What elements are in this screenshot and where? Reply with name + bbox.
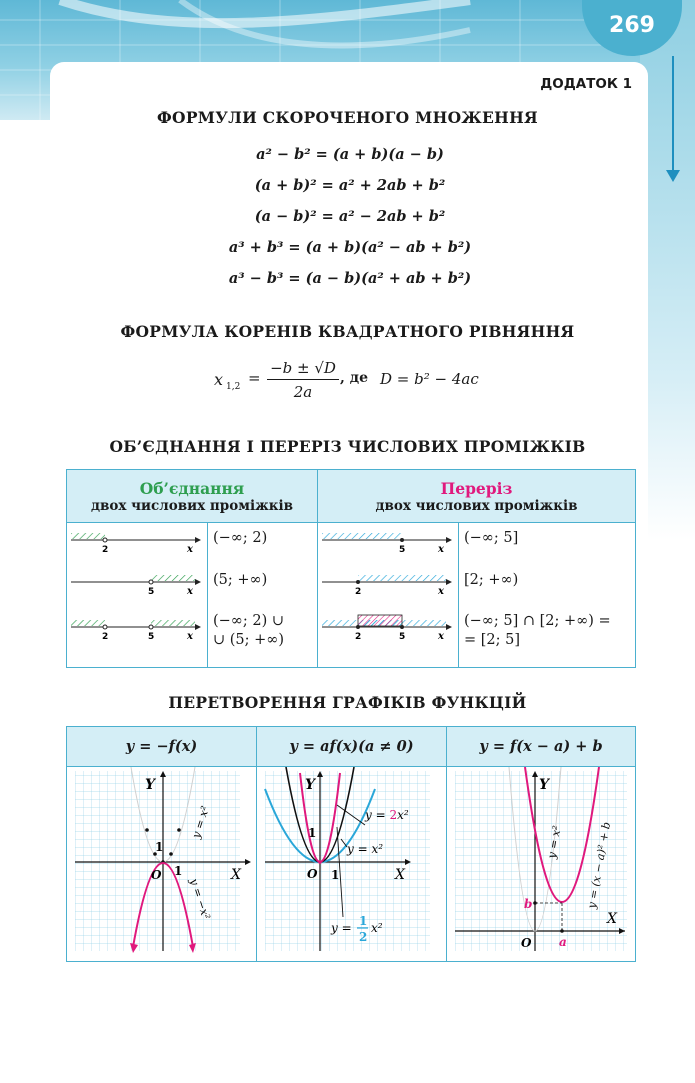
graphs-table [66, 726, 636, 962]
union-results [208, 523, 318, 668]
quadratic-formula [210, 357, 510, 405]
curve-label-half-x2: y = [331, 921, 352, 935]
quadratic-denominator: 2a [293, 383, 313, 401]
hatch-left-of-2 [71, 533, 105, 539]
curve-label-2x2: y = 2x² [365, 808, 409, 822]
tick-label-5: 5 [148, 632, 155, 642]
section-title-graphs: ПЕРЕТВОРЕННЯ ГРАФІКІВ ФУНКЦІЙ [168, 693, 527, 712]
graph-header-reflect: y = −f(x) [67, 727, 257, 767]
formula-sum-of-cubes: a³ + b³ = (a + b)(a² − ab + b²) [228, 239, 472, 256]
union-result-3a: (−∞; 2) ∪ [213, 613, 285, 629]
union-result-2: (5; +∞) [213, 572, 268, 588]
intersection-header [318, 470, 636, 523]
axis-y-label: Y [539, 777, 549, 793]
fraction-bar [267, 379, 339, 380]
intersection-number-lines [318, 523, 459, 668]
formula-square-of-difference: (a − b)² = a² − 2ab + b² [254, 208, 446, 225]
graph-header-stretch: y = af(x)(a ≠ 0) [257, 727, 447, 767]
tick-label-5: 5 [148, 587, 155, 597]
curve-label-y-neg-x2: y = −x² [187, 876, 213, 922]
graph-reflect [67, 767, 255, 957]
hatch-left-of-5 [322, 533, 402, 539]
origin-label: O [151, 868, 162, 882]
hatch-right-of-2 [358, 575, 446, 581]
quadratic-discriminant: D = b² − 4ac [380, 370, 479, 388]
shift-b-label: b [524, 897, 533, 911]
formula-difference-of-squares: a² − b² = (a + b)(a − b) [256, 146, 444, 163]
curve-label-x2: y = x² [347, 842, 384, 856]
hatch-right-of-5 [151, 620, 195, 626]
axis-x: x [187, 631, 193, 642]
tick-label-5: 5 [399, 545, 406, 555]
axis-x-label: X [231, 867, 241, 883]
union-number-lines [67, 523, 208, 668]
tick-label-2: 2 [355, 632, 362, 642]
coef-denominator: 2 [359, 930, 368, 944]
hatch-right-of-5 [151, 575, 195, 581]
axis-x-label: X [395, 867, 405, 883]
origin-label: O [521, 936, 532, 950]
unit-y-label: 1 [155, 840, 164, 854]
intersection-results [459, 523, 636, 668]
graph-stretch-cell [257, 767, 447, 962]
axis-x: x [438, 544, 444, 555]
unit-y-label: 1 [308, 826, 317, 840]
quadratic-subscript: 1,2 [226, 382, 241, 392]
union-subtitle: двох числових проміжків [91, 497, 293, 514]
shift-a-label: a [559, 935, 567, 949]
unit-x-label: 1 [331, 868, 340, 882]
intervals-table [66, 469, 636, 668]
tick-label-2: 2 [355, 587, 362, 597]
tick-label-2: 2 [102, 632, 109, 642]
graph-reflect-cell [67, 767, 257, 962]
origin-label: O [307, 867, 318, 881]
axis-x-label: X [607, 911, 617, 927]
axis-y-label: Y [305, 777, 315, 793]
union-result-1: (−∞; 2) [213, 530, 268, 546]
axis-x: x [438, 631, 444, 642]
hatch-left-of-2 [71, 620, 105, 626]
axis-x: x [187, 586, 193, 597]
tick-label-2: 2 [102, 545, 109, 555]
intersection-result-3b: = [2; 5] [464, 632, 521, 648]
curve-label-base: y = x² [545, 824, 564, 860]
union-lines-svg [67, 523, 207, 663]
curve-label-shifted: y = (x − a)² + b [585, 820, 614, 910]
graph-header-shift: y = f(x − a) + b [447, 727, 636, 767]
axis-x: x [438, 586, 444, 597]
quadratic-equals: = [248, 369, 261, 387]
quadratic-lhs: x [214, 370, 224, 389]
tick-label-5: 5 [399, 632, 406, 642]
appendix-label: ДОДАТОК 1 [540, 76, 632, 92]
intersection-title: Переріз [440, 478, 513, 498]
union-header [67, 470, 318, 523]
intersection-result-2: [2; +∞) [464, 572, 519, 588]
graph-stretch [257, 767, 445, 957]
intersection-result-1: (−∞; 5] [464, 530, 519, 546]
graph-shift-cell [447, 767, 636, 962]
curve-label-y-x2: y = x² [189, 804, 213, 840]
section-title-quadratic: ФОРМУЛА КОРЕНІВ КВАДРАТНОГО РІВНЯННЯ [120, 322, 575, 341]
graph-shift [447, 767, 635, 957]
quadratic-numerator: −b ± √D [270, 359, 336, 377]
intersection-subtitle: двох числових проміжків [375, 497, 578, 514]
intersection-lines-svg [318, 523, 458, 663]
quadratic-condition-word: , де [340, 370, 368, 386]
intersection-highlight [358, 615, 402, 626]
axis-y-label: Y [145, 777, 155, 793]
unit-x-label: 1 [174, 864, 183, 878]
union-title: Об’єднання [139, 478, 245, 498]
coef-numerator: 1 [359, 914, 368, 928]
section-title-intervals: ОБ’ЄДНАННЯ І ПЕРЕРІЗ ЧИСЛОВИХ ПРОМІЖКІВ [109, 437, 586, 456]
curve-label-half-x2-rest: x² [371, 921, 383, 935]
axis-x: x [187, 544, 193, 555]
page-number: 269 [609, 13, 655, 38]
formula-square-of-sum: (a + b)² = a² + 2ab + b² [254, 177, 446, 194]
union-result-3b: ∪ (5; +∞) [213, 632, 285, 648]
formula-difference-of-cubes: a³ − b³ = (a − b)(a² + ab + b²) [228, 270, 472, 287]
intersection-result-3a: (−∞; 5] ∩ [2; +∞) = [464, 613, 611, 629]
section-title-formulas: ФОРМУЛИ СКОРОЧЕНОГО МНОЖЕННЯ [157, 108, 538, 127]
